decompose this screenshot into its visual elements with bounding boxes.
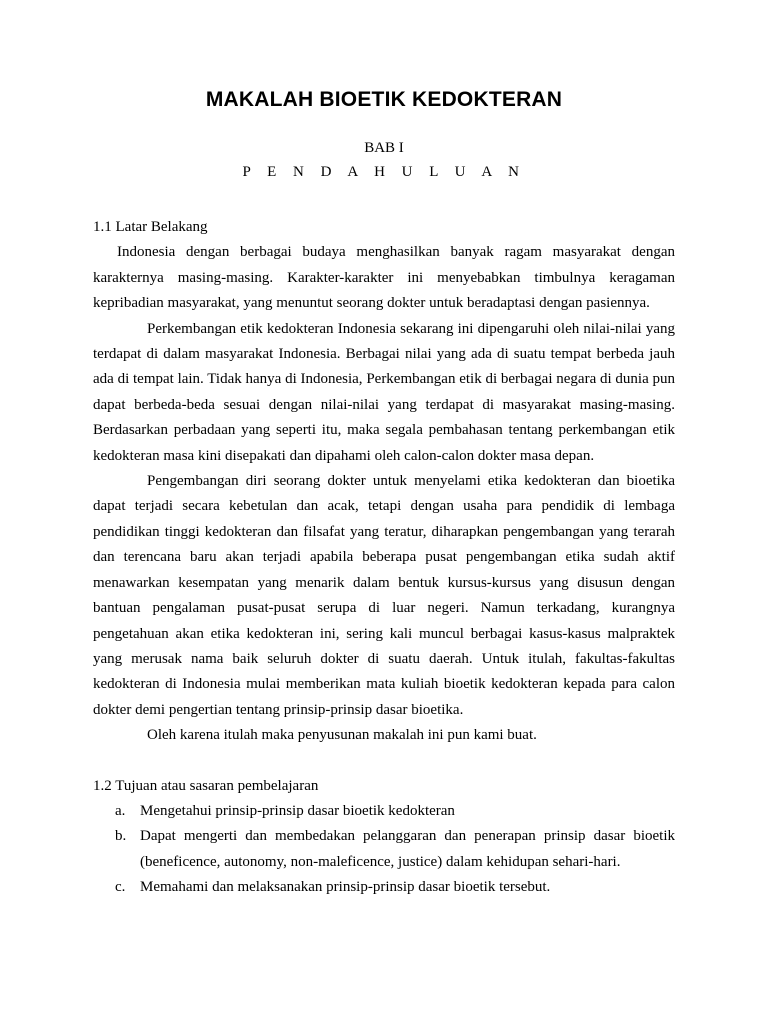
list-item bbox=[93, 824, 675, 875]
chapter-title: P E N D A H U L U A N bbox=[242, 164, 526, 180]
paragraph: Perkembangan etik kedokteran Indonesia sekarang ini dipengaruhi oleh nilai-nilai yang terdapat di dalam masyarakat Indonesia. Berbagai nilai yang ada di suatu tempat berbeda jauh ada di tempat lain. Tidak hanya di Indonesia, Perkembangan etik di berbagai negara di dunia pun dapat berbeda-beda sesuai dengan nilai-nilai yang terdapat di masyarakat masing-masing. Berdasarkan perbadaan yang seperti itu, maka segala pembahasan tentang perkembangan etik kedokteran masa kini disepakati dan dipahami oleh calon-calon dokter masa depan. bbox=[93, 320, 675, 464]
chapter-number: BAB I bbox=[364, 140, 404, 156]
document-title: MAKALAH BIOETIK KEDOKTERAN bbox=[205, 88, 563, 111]
document-body bbox=[93, 215, 675, 901]
list-item-text: Mengetahui prinsip-prinsip dasar bioetik kedokteran bbox=[140, 802, 455, 819]
paragraph: Indonesia dengan berbagai budaya menghasilkan banyak ragam masyarakat dengan karakternya masing-masing. Karakter-karakter ini menyebabkan timbulnya keragaman kepribadian masyarakat, yang menuntut seorang dokter untuk beradaptasi dengan pasiennya. bbox=[93, 244, 675, 312]
list-item bbox=[93, 875, 675, 900]
list-marker: b. bbox=[115, 828, 127, 845]
list-item bbox=[93, 799, 675, 824]
list-marker: a. bbox=[115, 802, 126, 819]
paragraph: Oleh karena itulah maka penyusunan makalah ini pun kami buat. bbox=[147, 727, 537, 744]
objectives-list bbox=[93, 799, 675, 901]
paragraph: Pengembangan diri seorang dokter untuk menyelami etika kedokteran dan bioetika dapat terjadi secara kebetulan dan acak, tetapi dengan usaha para pendidik di lembaga pendidikan tinggi kedokteran dan filsafat yang teratur, diharapkan pengembangan yang terarah dan terencana baru akan terjadi apabila beberapa pusat pengembangan etika sudah aktif menawarkan kesempatan yang menarik dalam bentuk kursus-kursus yang disusun dengan bantuan pengalaman pusat-pusat serupa di luar negeri. Namun terkadang, kurangnya pengetahuan akan etika kedokteran ini, sering kali muncul berbagai kasus-kasus malpraktek yang merusak nama baik seluruh dokter di suatu daerah. Untuk itulah, fakultas-fakultas kedokteran di Indonesia mulai memberikan mata kuliah bioetik kedokteran kepada para calon dokter demi pengertian tentang prinsip-prinsip dasar bioetika. bbox=[93, 473, 675, 718]
list-item-text: Memahami dan melaksanakan prinsip-prinsip dasar bioetik tersebut. bbox=[140, 879, 551, 896]
list-marker: c. bbox=[115, 879, 126, 896]
section-spacer bbox=[93, 749, 675, 774]
list-item-text: Dapat mengerti dan membedakan pelanggaran dan penerapan prinsip dasar bioetik (beneficence, autonomy, non-maleficence, justice) dalam kehidupan sehari-hari. bbox=[140, 828, 675, 870]
section-heading-latar-belakang: 1.1 Latar Belakang bbox=[93, 219, 208, 235]
section-heading-tujuan: 1.2 Tujuan atau sasaran pembelajaran bbox=[93, 777, 319, 794]
